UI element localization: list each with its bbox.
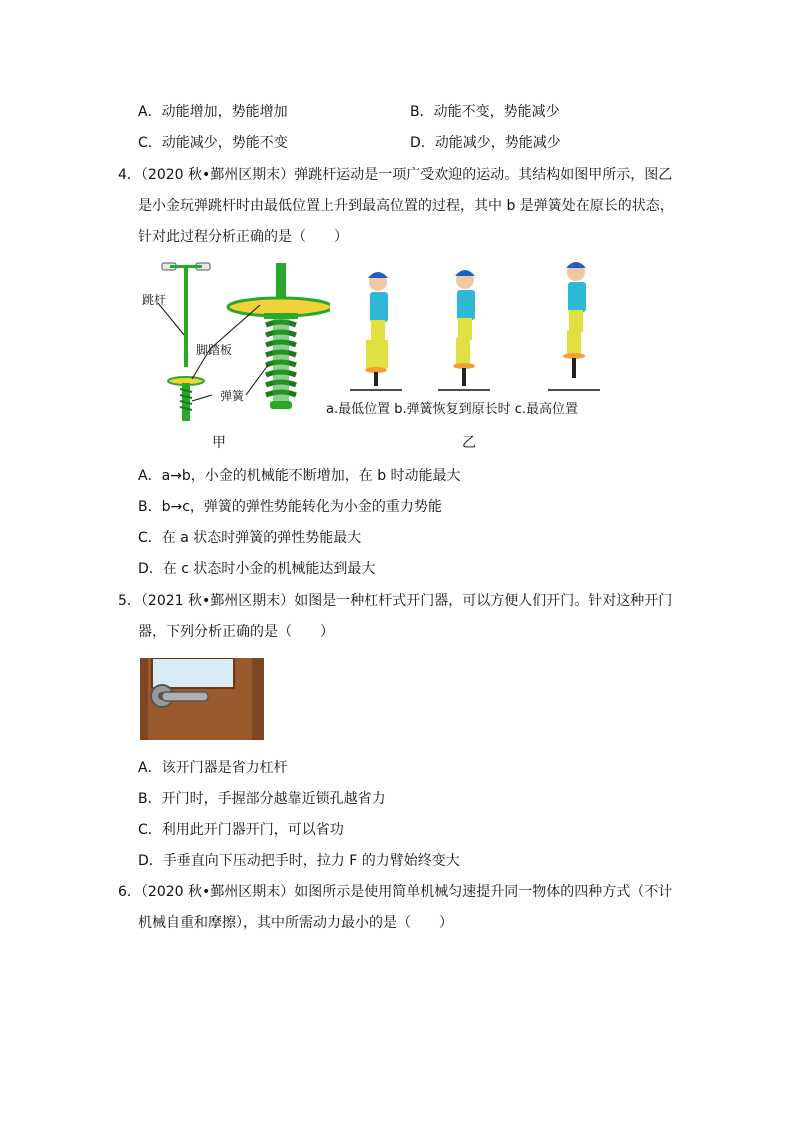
person-state-c	[548, 262, 600, 390]
q3-option-c: C．动能减少，势能不变	[138, 135, 288, 151]
figure-caption-yi: 乙	[462, 435, 476, 451]
jump-states-figure	[340, 258, 630, 398]
figure-caption-jia: 甲	[212, 435, 226, 451]
q6-stem-line2: 机械自重和摩擦），其中所需动力最小的是（ ）	[138, 915, 453, 931]
jump-state-labels: a.最低位置 b.弹簧恢复到原长时 c.最高位置	[326, 402, 579, 417]
label-pole: 跳杆	[142, 293, 167, 307]
person-state-b	[438, 270, 490, 390]
q4-option-d: D．在 c 状态时小金的机械能达到最大	[138, 561, 376, 577]
q3-option-a: A．动能增加，势能增加	[138, 104, 288, 120]
q3-option-d: D．动能减少，势能减少	[410, 135, 561, 151]
pogo-stick-figure	[140, 255, 330, 455]
q5-stem-line2: 器，下列分析正确的是（ ）	[138, 624, 334, 640]
q5-option-c: C．利用此开门器开门，可以省功	[138, 822, 344, 838]
q4-option-a: A．a→b，小金的机械能不断增加，在 b 时动能最大	[138, 468, 461, 484]
jump-states-drawing	[340, 258, 630, 398]
label-spring: 弹簧	[220, 389, 245, 403]
person-state-a	[350, 272, 402, 390]
q4-option-c: C．在 a 状态时弹簧的弹性势能最大	[138, 530, 362, 546]
q3-option-b: B．动能不变，势能减少	[410, 104, 560, 120]
label-pedal: 脚踏板	[196, 343, 233, 357]
q4-option-b: B．b→c，弹簧的弹性势能转化为小金的重力势能	[138, 499, 442, 515]
q6-stem-line1: 6．（2020 秋•鄞州区期末）如图所示是使用简单机械匀速提升同一物体的四种方式（不计	[118, 884, 673, 900]
q4-stem-line3: 针对此过程分析正确的是（ ）	[138, 229, 348, 245]
door-opener-drawing	[140, 658, 264, 740]
door-opener-figure	[140, 658, 264, 740]
pogo-stick-drawing	[140, 255, 330, 455]
q5-stem-line1: 5．（2021 秋•鄞州区期末）如图是一种杠杆式开门器，可以方便人们开门。针对这种开门	[118, 593, 673, 609]
q4-stem-line1: 4．（2020 秋•鄞州区期末）弹跳杆运动是一项广受欢迎的运动。其结构如图甲所示，图乙	[118, 167, 673, 183]
q5-option-d: D．手垂直向下压动把手时，拉力 F 的力臂始终变大	[138, 853, 460, 869]
q5-option-b: B．开门时，手握部分越靠近锁孔越省力	[138, 791, 386, 807]
q4-stem-line2: 是小金玩弹跳杆时由最低位置上升到最高位置的过程，其中 b 是弹簧处在原长的状态，	[138, 198, 674, 214]
q5-option-a: A．该开门器是省力杠杆	[138, 760, 288, 776]
